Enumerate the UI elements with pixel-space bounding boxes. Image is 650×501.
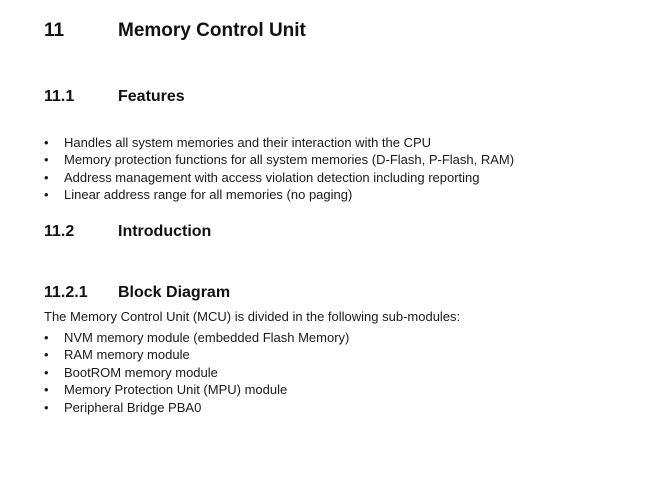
list-item-text: NVM memory module (embedded Flash Memory) bbox=[64, 330, 350, 345]
features-section-number: 11.1 bbox=[44, 88, 75, 105]
list-item-text: Address management with access violation detection including reporting bbox=[64, 169, 480, 185]
list-item bbox=[44, 381, 349, 398]
chapter-heading bbox=[44, 20, 444, 46]
block-diagram-intro-paragraph: The Memory Control Unit (MCU) is divided in the following sub-modules: bbox=[44, 309, 461, 324]
bullet-icon: • bbox=[44, 382, 49, 398]
introduction-heading bbox=[44, 223, 444, 245]
list-item bbox=[44, 186, 514, 203]
block-diagram-heading bbox=[44, 284, 444, 306]
introduction-section-number: 11.2 bbox=[44, 223, 75, 240]
list-item bbox=[44, 399, 349, 416]
bullet-icon: • bbox=[44, 187, 49, 203]
bullet-icon: • bbox=[44, 330, 49, 345]
list-item-text: BootROM memory module bbox=[64, 364, 218, 380]
block-diagram-section-number: 11.2.1 bbox=[44, 284, 88, 301]
list-item bbox=[44, 151, 514, 168]
list-item-text: Linear address range for all memories (no paging) bbox=[64, 187, 353, 203]
bullet-icon: • bbox=[44, 169, 49, 185]
features-list bbox=[44, 134, 514, 204]
bullet-icon: • bbox=[44, 152, 49, 168]
list-item-text: Memory protection functions for all system memories (D-Flash, P-Flash, RAM) bbox=[64, 152, 515, 168]
sub-modules-list bbox=[44, 329, 349, 416]
bullet-icon: • bbox=[44, 399, 49, 415]
list-item bbox=[44, 364, 349, 381]
list-item-text: RAM memory module bbox=[64, 347, 190, 363]
features-heading bbox=[44, 88, 444, 110]
list-item bbox=[44, 169, 514, 186]
list-item-text: Handles all system memories and their interaction with the CPU bbox=[64, 135, 432, 150]
block-diagram-section-title: Block Diagram bbox=[118, 284, 231, 301]
chapter-number: 11 bbox=[44, 20, 65, 41]
list-item bbox=[44, 134, 514, 151]
introduction-section-title: Introduction bbox=[118, 223, 212, 240]
list-item bbox=[44, 329, 349, 346]
bullet-icon: • bbox=[44, 364, 49, 380]
list-item bbox=[44, 346, 349, 363]
bullet-icon: • bbox=[44, 347, 49, 363]
chapter-title: Memory Control Unit bbox=[118, 20, 306, 41]
list-item-text: Memory Protection Unit (MPU) module bbox=[64, 382, 288, 398]
bullet-icon: • bbox=[44, 135, 49, 150]
features-section-title: Features bbox=[118, 88, 185, 105]
list-item-text: Peripheral Bridge PBA0 bbox=[64, 399, 202, 415]
